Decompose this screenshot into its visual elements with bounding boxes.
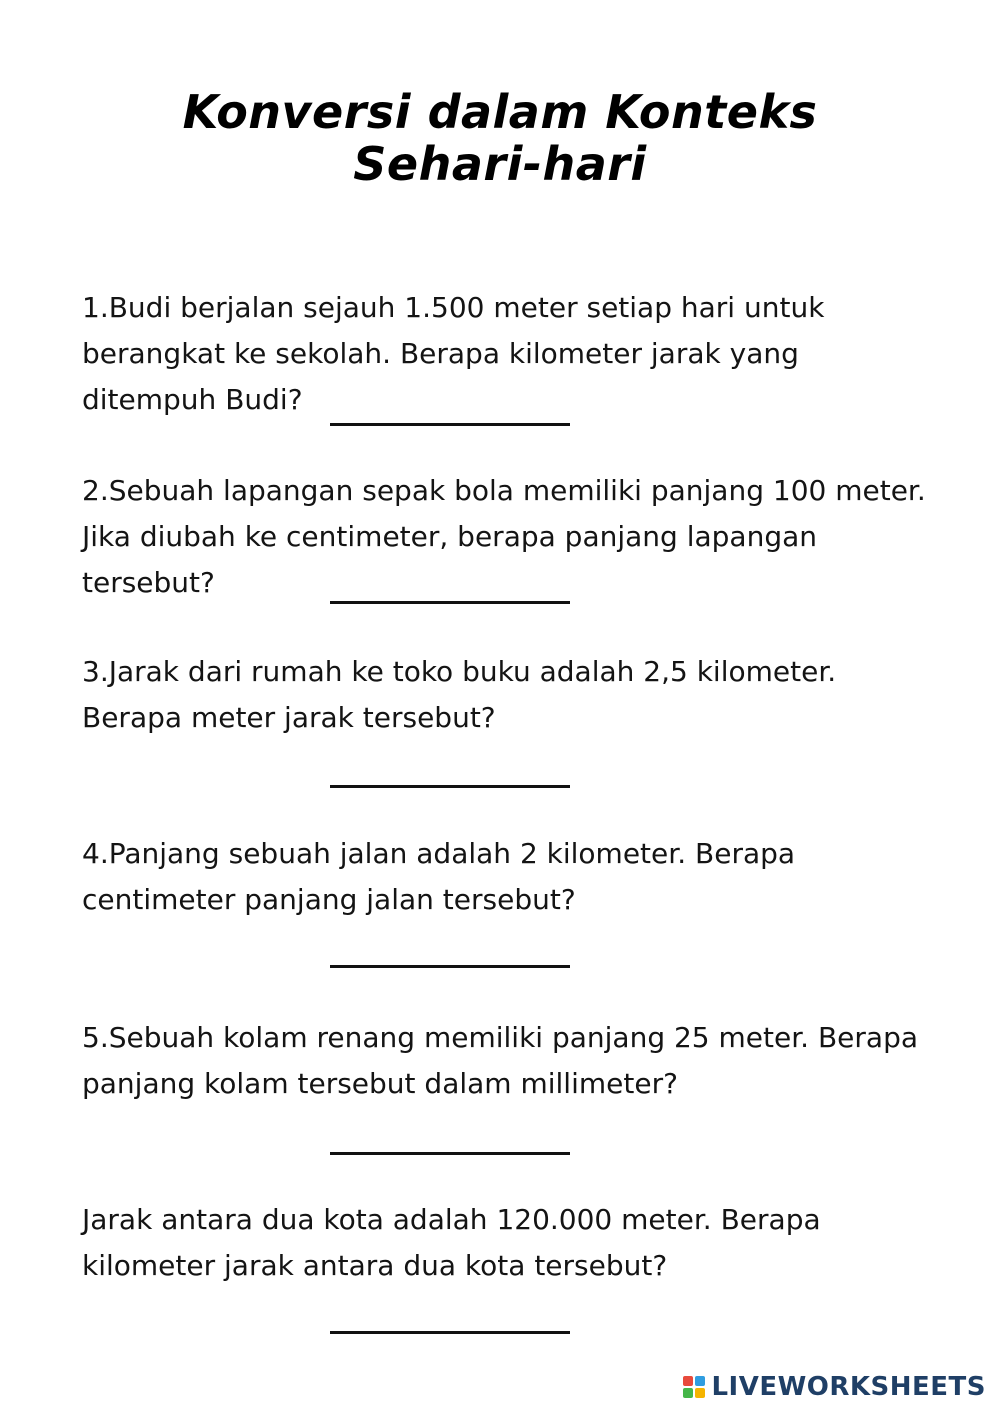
answer-blank-1[interactable] (330, 423, 570, 426)
question-4: 4.Panjang sebuah jalan adalah 2 kilometer. Berapa centimeter panjang jalan tersebut? (82, 837, 796, 916)
question-1: 1.Budi berjalan sejauh 1.500 meter setiap hari untuk berangkat ke sekolah. Berapa kilometer jarak yang ditempuh Budi? (82, 291, 825, 416)
liveworksheets-logo-icon (683, 1376, 705, 1398)
answer-blank-6[interactable] (330, 1331, 570, 1334)
question-5: 5.Sebuah kolam renang memiliki panjang 25 meter. Berapa panjang kolam tersebut dalam millimeter? (82, 1021, 919, 1100)
logo-square-yellow (695, 1388, 705, 1398)
title-line-2: Sehari-hari (353, 137, 647, 191)
answer-blank-4[interactable] (330, 965, 570, 968)
title-line-1: Konversi dalam Konteks (182, 85, 818, 139)
answer-blank-5[interactable] (330, 1152, 570, 1155)
liveworksheets-brand (683, 1372, 986, 1402)
logo-square-green (683, 1388, 693, 1398)
worksheet-title (0, 86, 1000, 190)
question-6: Jarak antara dua kota adalah 120.000 meter. Berapa kilometer jarak antara dua kota tersebut? (82, 1203, 821, 1282)
answer-blank-3[interactable] (330, 785, 570, 788)
logo-square-red (683, 1376, 693, 1386)
question-3: 3.Jarak dari rumah ke toko buku adalah 2,5 kilometer. Berapa meter jarak tersebut? (82, 655, 837, 734)
question-2: 2.Sebuah lapangan sepak bola memiliki panjang 100 meter. Jika diubah ke centimeter, berapa panjang lapangan tersebut? (82, 474, 926, 599)
answer-blank-2[interactable] (330, 601, 570, 604)
logo-square-blue (695, 1376, 705, 1386)
brand-name: LIVEWORKSHEETS (711, 1372, 986, 1402)
